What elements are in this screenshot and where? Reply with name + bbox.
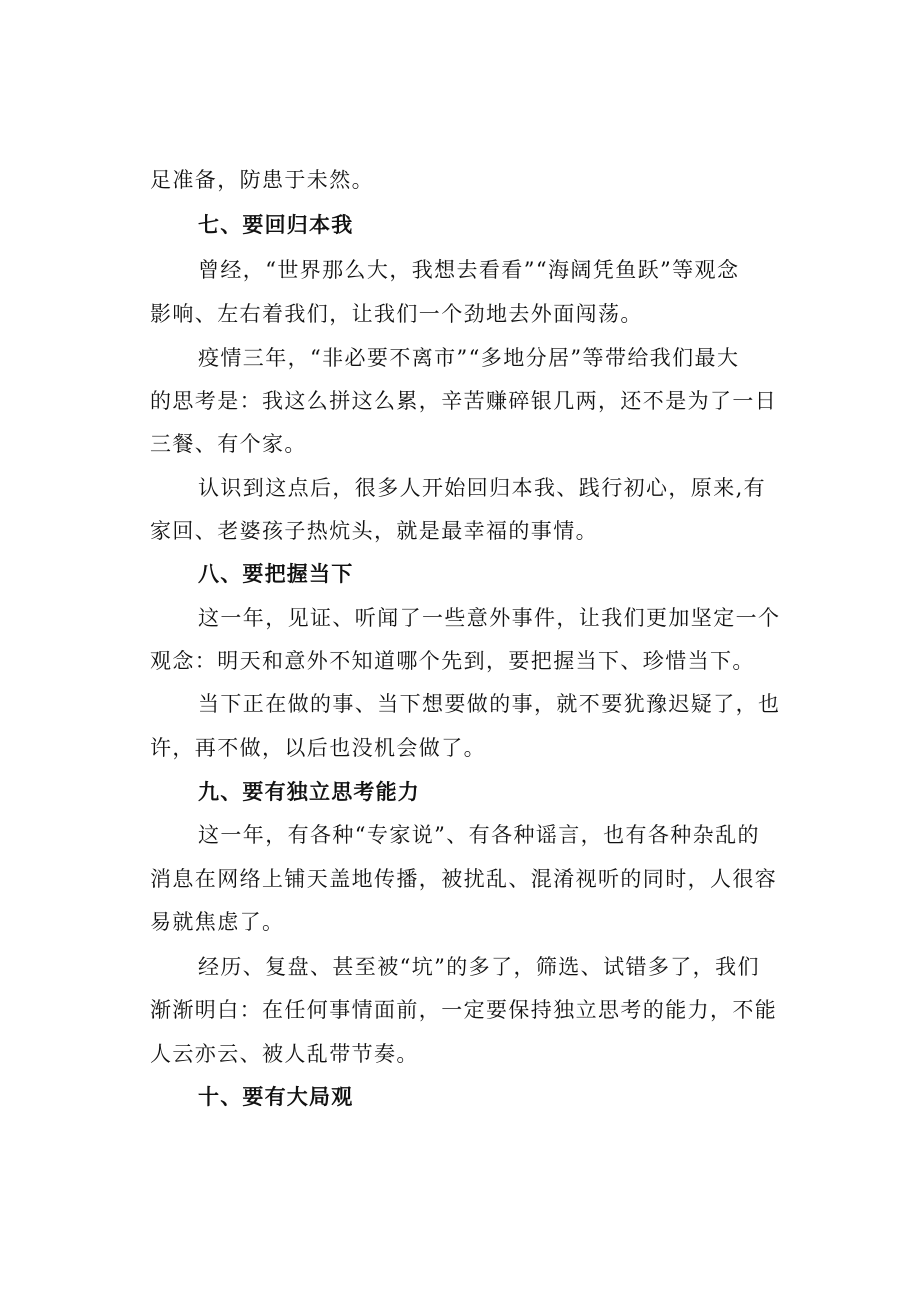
- paragraph-line: 疫情三年，“非必要不离市”“多地分居”等带给我们最大: [198, 346, 740, 370]
- paragraph-line: 影响、左右着我们，让我们一个劲地去外面闯荡。: [150, 302, 643, 326]
- paragraph-line: 认识到这点后，很多人开始回归本我、践行初心，原来,有: [198, 476, 767, 500]
- paragraph-line: 这一年，见证、听闻了一些意外事件，让我们更加坚定一个: [198, 606, 781, 630]
- paragraph-line: 这一年，有各种“专家说”、有各种谣言，也有各种杂乱的: [198, 823, 760, 847]
- paragraph-line: 许，再不做，以后也没机会做了。: [150, 736, 486, 760]
- paragraph-line: 的思考是：我这么拼这么累，辛苦赚碎银几两，还不是为了一日: [150, 389, 778, 413]
- paragraph-line: 当下正在做的事、当下想要做的事，就不要犹豫迟疑了，也: [198, 692, 781, 716]
- section-heading-9: 九、要有独立思考能力: [198, 780, 420, 804]
- paragraph-line: 家回、老婆孩子热炕头，就是最幸福的事情。: [150, 519, 598, 543]
- paragraph-line: 消息在网络上铺天盖地传播，被扰乱、混淆视听的同时，人很容: [150, 867, 778, 891]
- section-heading-8: 八、要把握当下: [198, 562, 354, 586]
- paragraph-line: 观念：明天和意外不知道哪个先到，要把握当下、珍惜当下。: [150, 649, 755, 673]
- paragraph-line: 易就焦虑了。: [150, 910, 285, 934]
- paragraph-line: 曾经，“世界那么大，我想去看看”“海阔凭鱼跃”等观念: [198, 258, 740, 282]
- section-heading-10: 十、要有大局观: [198, 1085, 354, 1109]
- paragraph-line: 渐渐明白：在任何事情面前，一定要保持独立思考的能力，不能: [150, 998, 778, 1022]
- paragraph-line: 三餐、有个家。: [150, 432, 307, 456]
- paragraph-line: 经历、复盘、甚至被“坑”的多了，筛选、试错多了，我们: [198, 955, 760, 979]
- section-heading-7: 七、要回归本我: [198, 213, 354, 237]
- paragraph-line: 足准备，防患于未然。: [150, 168, 374, 192]
- paragraph-line: 人云亦云、被人乱带节奏。: [150, 1042, 419, 1066]
